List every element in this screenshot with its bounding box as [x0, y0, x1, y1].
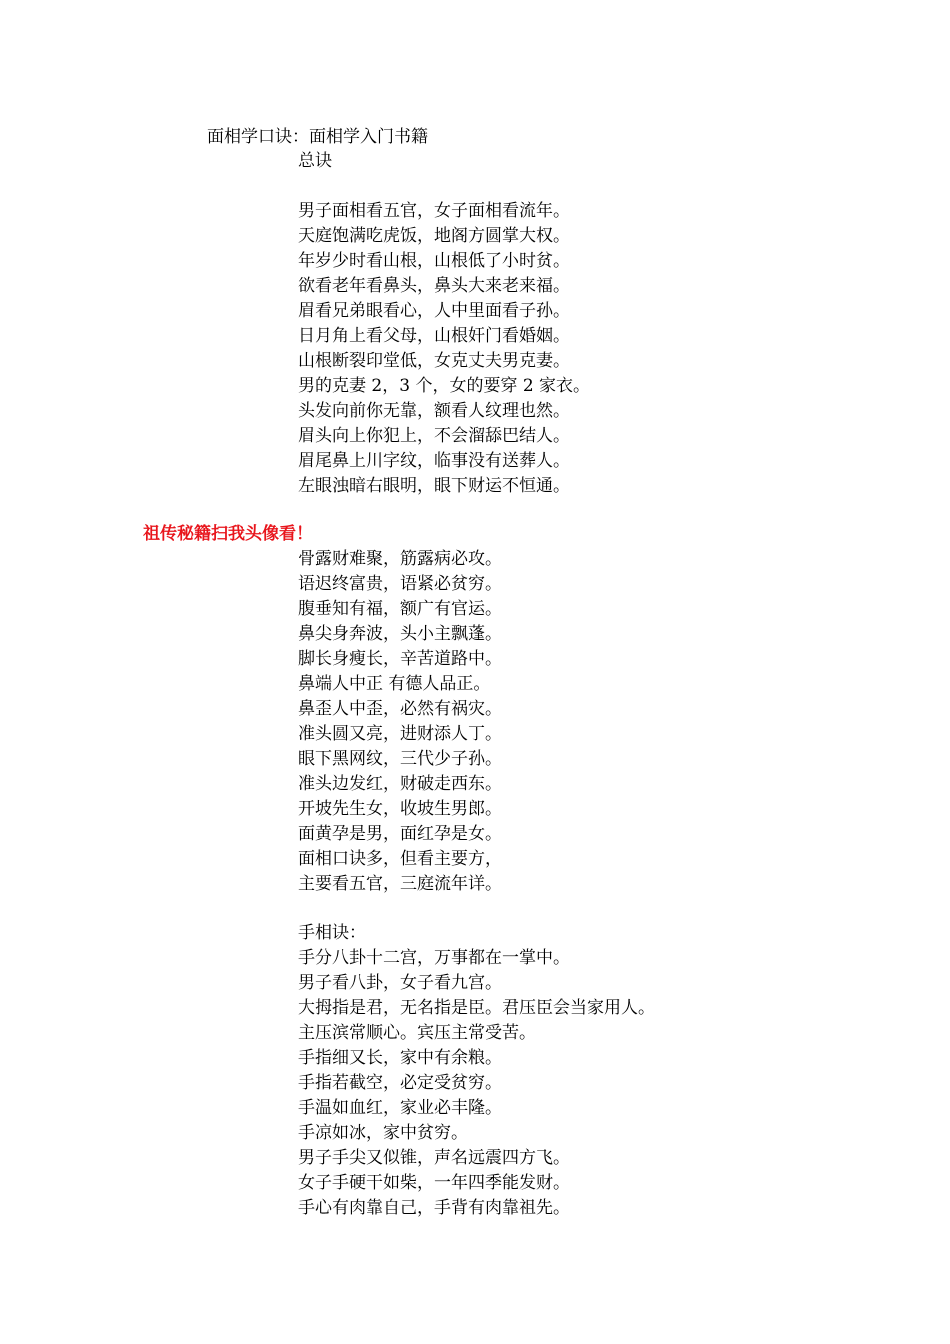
section-subtitle: 总诀: [298, 151, 332, 171]
verse-line: 脚长身瘦长，辛苦道路中。: [298, 649, 502, 669]
verse-line: 男子面相看五官，女子面相看流年。: [298, 201, 570, 221]
verse-line: 日月角上看父母，山根奸门看婚姻。: [298, 326, 570, 346]
verse-line: 鼻端人中正 有德人品正。: [298, 674, 491, 694]
verse-line: 鼻尖身奔波，头小主飘蓬。: [298, 624, 502, 644]
second-verses: [298, 547, 502, 897]
verse-line: 眼下黑网纹，三代少子孙。: [298, 749, 502, 769]
verse-line: 眉尾鼻上川字纹，临事没有送葬人。: [298, 451, 570, 471]
general-verses: [298, 199, 590, 499]
promo-text: 祖传秘籍扫我头像看！: [143, 524, 313, 544]
verse-line: 男子看八卦，女子看九宫。: [298, 973, 502, 993]
hand-reading-section: [298, 921, 655, 1221]
verse-line: 骨露财难聚，筋露病必攻。: [298, 549, 502, 569]
verse-line: 开坡先生女，收坡生男郎。: [298, 799, 502, 819]
verse-line: 鼻歪人中歪，必然有祸灾。: [298, 699, 502, 719]
subtitle-block: [298, 149, 332, 174]
verse-line: 准头圆又亮，进财添人丁。: [298, 724, 502, 744]
verse-line: 面黄孕是男，面红孕是女。: [298, 824, 502, 844]
verse-line: 手温如血红，家业必丰隆。: [298, 1098, 502, 1118]
verse-line: 眉看兄弟眼看心，人中里面看子孙。: [298, 301, 570, 321]
verse-line: 面相口诀多，但看主要方，: [298, 849, 502, 869]
verse-line: 男子手尖又似锥，声名远震四方飞。: [298, 1148, 570, 1168]
verse-line: 准头边发红，财破走西东。: [298, 774, 502, 794]
verse-line: 主要看五官，三庭流年详。: [298, 874, 502, 894]
verse-line: 年岁少时看山根，山根低了小时贫。: [298, 251, 570, 271]
verse-line: 主压滨常顺心。宾压主常受苦。: [298, 1023, 536, 1043]
verse-line: 手指细又长，家中有余粮。: [298, 1048, 502, 1068]
verse-line: 语迟终富贵，语紧必贫穷。: [298, 574, 502, 594]
verse-line: 左眼浊暗右眼明，眼下财运不恒通。: [298, 476, 570, 496]
verse-line: 腹垂知有福，额广有官运。: [298, 599, 502, 619]
verse-line: 欲看老年看鼻头，鼻头大来老来福。: [298, 276, 570, 296]
verse-line: 眉头向上你犯上，不会溜舔巴结人。: [298, 426, 570, 446]
verse-line: 男的克妻 2，3 个，女的要穿 2 家衣。: [298, 376, 591, 396]
verse-line: 山根断裂印堂低，女克丈夫男克妻。: [298, 351, 570, 371]
verse-line: 手凉如冰，家中贫穷。: [298, 1123, 468, 1143]
verse-line: 天庭饱满吃虎饭，地阁方圆掌大权。: [298, 226, 570, 246]
verse-line: 女子手硬干如柴，一年四季能发财。: [298, 1173, 570, 1193]
verse-line: 手指若截空，必定受贫穷。: [298, 1073, 502, 1093]
verse-line: 大拇指是君，无名指是臣。君压臣会当家用人。: [298, 998, 655, 1018]
hand-heading: 手相诀：: [298, 923, 366, 943]
verse-line: 手分八卦十二宫，万事都在一掌中。: [298, 948, 570, 968]
document-title: 面相学口诀：面相学入门书籍: [207, 127, 428, 147]
verse-line: 头发向前你无靠，额看人纹理也然。: [298, 401, 570, 421]
verse-line: 手心有肉靠自己，手背有肉靠祖先。: [298, 1198, 570, 1218]
